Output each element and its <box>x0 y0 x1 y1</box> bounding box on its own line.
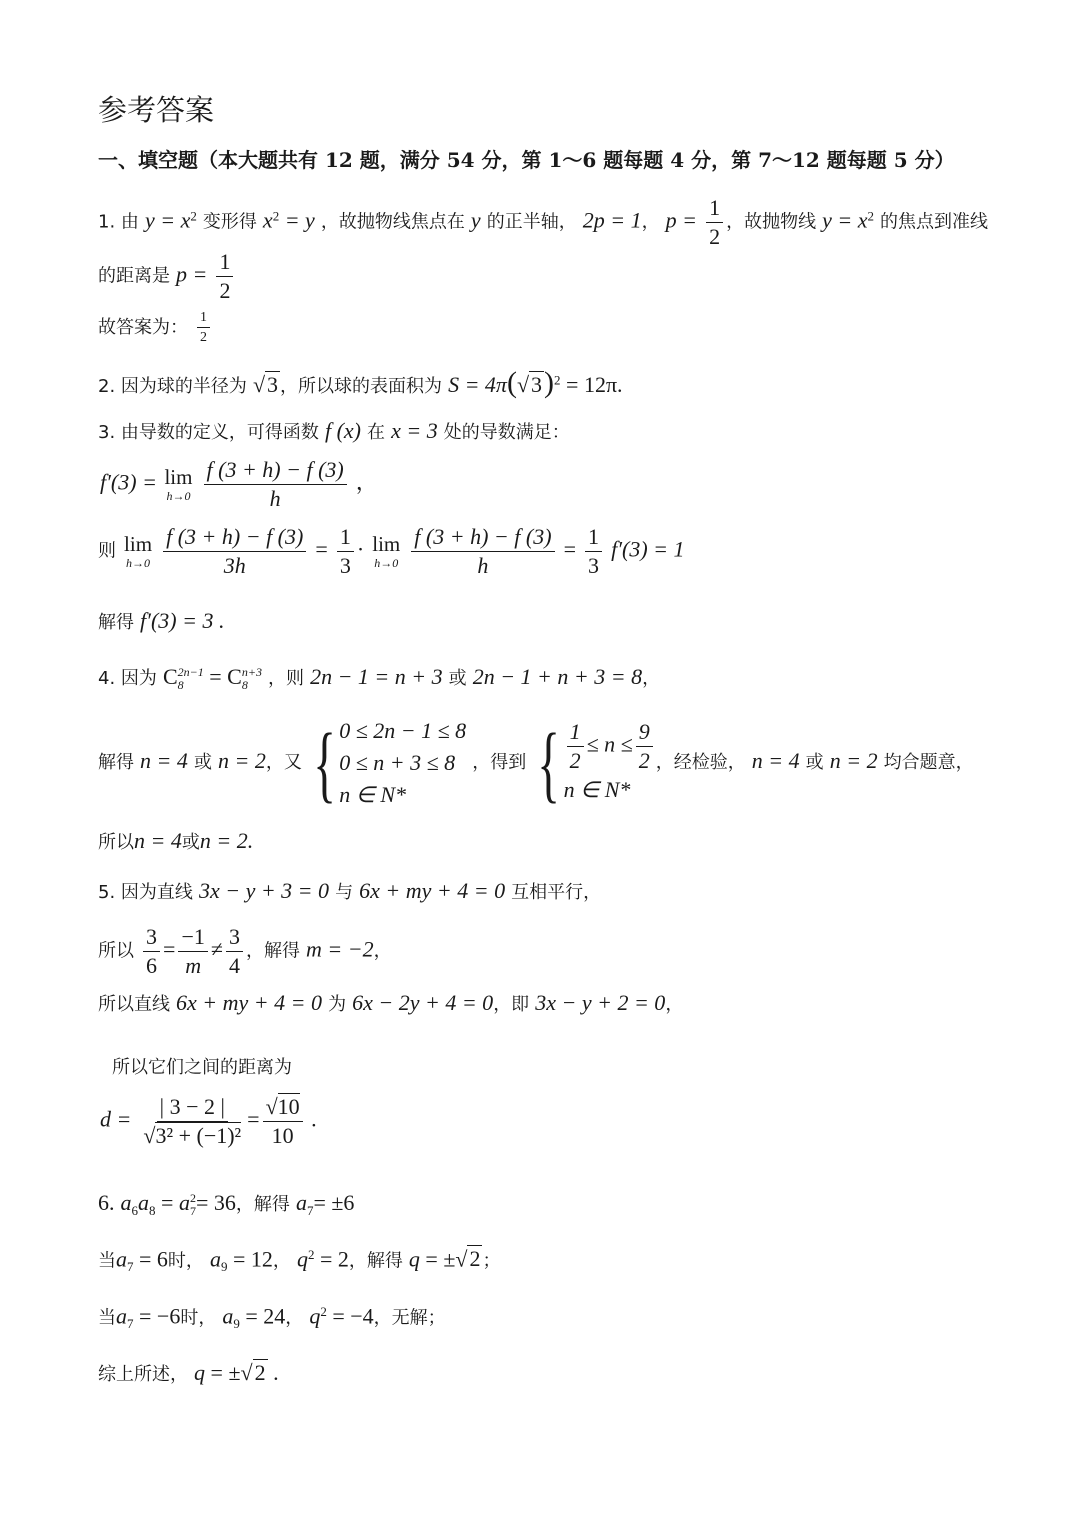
answer-4-line-2: 解得 n = 4 或 n = 2，又 { 0 ≤ 2n − 1 ≤ 8 0 ≤ n + 3 ≤ 8 n ∈ N* ，得到 { $\frac{1}{2}$ ≤ n ≤ $\frac{9}{2}$ n ∈ N* ，经检验， n = 4 或 n = 2 均合题意， <box>98 714 974 811</box>
fraction-one-half: $\frac{1}{2}$ <box>706 196 723 249</box>
answer-1-line-1: 1. 由 $y = x^2$ 变形得 $x^2 = y$ ，故抛物线焦点在 y 的正半轴， 2p = 1， p = $\frac{1}{2}$ ，故抛物线 $y = x^2$ 的焦点到准线 <box>98 195 989 250</box>
answer-5-line-2: 所以 $\frac{3}{6}$ = $\frac{-1}{m}$ ≠ $\frac{3}{4}$ ，解得 m = −2， <box>98 924 392 979</box>
answer-5-line-4: 所以它们之间的距离为 <box>112 1057 292 1078</box>
answer-1-line-2: 的距离是 p = $\frac{1}{2}$ <box>98 250 236 303</box>
answer-5-line-1: 5. 因为直线 3x − y + 3 = 0 与 6x + my + 4 = 0 互相平行， <box>98 878 602 903</box>
answer-4-line-1: 4. 因为 C 2n−1 8 = C n+3 8 ，则 2n − 1 = n + 3 或 2n − 1 + n + 3 = 8， <box>98 664 661 693</box>
answer-6-line-3: 当$a_7 = -6$时， $a_9 = 24$， $q^2 = -4$，无解； <box>98 1303 446 1332</box>
answer-6-line-4: 综上所述， q = ±√2 . <box>98 1360 279 1385</box>
answer-3-line-1: 3. 由导数的定义，可得函数 f (x) 在 x = 3 处的导数满足： <box>98 418 570 443</box>
answer-5-line-3: 所以直线 6x + my + 4 = 0 为 6x − 2y + 4 = 0，即 3x − y + 2 = 0， <box>98 990 684 1015</box>
section-heading: 一、填空题（本大题共有 12 题，满分 54 分，第 1～6 题每题 4 分，第 7～12 题每题 5 分） <box>98 148 955 172</box>
limit-operator: lim h→0 <box>164 465 193 504</box>
answer-3-line-2: f′(3) = lim h→0 $\frac{f (3 + h) - f (3)}{h}$ ， <box>100 457 378 512</box>
answer-5-line-5: d = $\frac{| 3 - 2 |}{\text{√3² + (−1)²}}$ = $\frac{√10}{10}$ . <box>100 1094 317 1149</box>
system-of-inequalities-1: { 0 ≤ 2n − 1 ≤ 8 0 ≤ n + 3 ≤ 8 n ∈ N* <box>313 714 467 811</box>
fraction-one-half-small: $\frac{1}{2}$ <box>197 310 210 346</box>
answer-2: 2. 因为球的半径为 √3 ，所以球的表面积为 $S = 4\pi(√3)^2 = 12\pi$. <box>98 366 623 399</box>
system-of-inequalities-2: { $\frac{1}{2}$ ≤ n ≤ $\frac{9}{2}$ n ∈ N* <box>532 720 655 806</box>
answer-6-line-1: 6. $a_6a_8 = a$ 2 7 = 36，解得 $a_7= \pm 6$ <box>98 1190 355 1219</box>
answer-1-line-3: 故答案为： $\frac{1}{2}$ <box>98 310 213 346</box>
page-title: 参考答案 <box>98 93 215 127</box>
answer-6-line-2: 当$a_7 = 6$时， $a_9 = 12$， $q^2 = 2$，解得 q = ±√2 ； <box>98 1246 501 1275</box>
answer-3-line-4: 解得 f′(3) = 3 . <box>98 608 225 633</box>
answer-4-line-3: 所以n = 4或n = 2. <box>98 828 254 853</box>
fraction-one-half: $\frac{1}{2}$ <box>216 250 233 303</box>
answer-3-line-3: 则 lim h→0 $\frac{f (3 + h) - f (3)}{3h}$ = $\frac{1}{3}$ · lim h→0 $\frac{f (3 + h) - f (3)}{h}$ = $\frac{1}{3}$ f′(3) = 1 <box>98 524 685 579</box>
